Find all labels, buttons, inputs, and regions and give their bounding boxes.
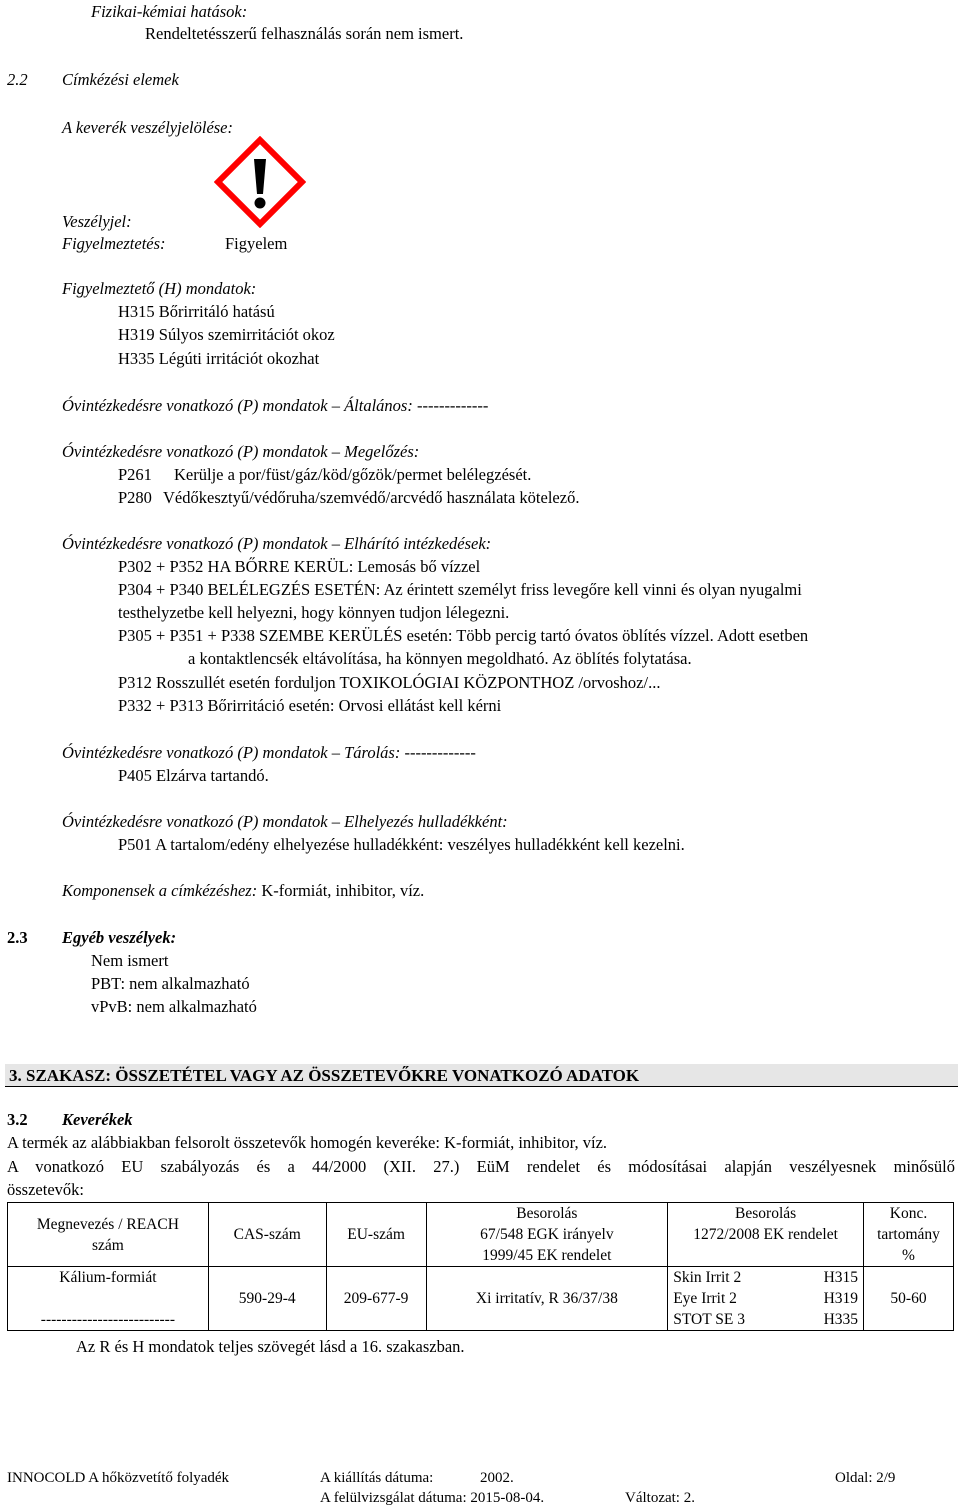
section-3-header [5, 1064, 958, 1087]
header-class-new-line: Besorolás [735, 1205, 797, 1222]
signal-word-label: Figyelmeztetés: [62, 234, 166, 253]
section-2-3-number: 2.3 [7, 928, 28, 947]
component-name: Kálium-formiát [59, 1269, 157, 1286]
regulation-line-2: összetevők: [7, 1180, 84, 1199]
cell-name [8, 1267, 209, 1331]
p304-text-line2: testhelyzetbe kell helyezni, hogy könnyen tudjon lélegezni. [118, 603, 510, 622]
p280-text: Védőkesztyű/védőruha/szemvédő/arcvédő használata kötelező. [163, 488, 580, 507]
header-class-old-line: 1999/45 EK rendelet [482, 1247, 612, 1264]
footer-product: INNOCOLD A hőközvetítő folyadék [7, 1470, 230, 1486]
p405-text: P405 Elzárva tartandó. [118, 766, 269, 785]
footer-revision: A felülvizsgálat dátuma: 2015-08-04. [320, 1490, 545, 1506]
p261-text: Kerülje a por/füst/gáz/köd/gőzök/permet belélegzését. [174, 465, 532, 484]
footer-issue-label: A kiállítás dátuma: [320, 1470, 434, 1486]
p305-text-line1: P305 + P351 + P338 SZEMBE KERÜLÉS esetén: Több percig tartó óvatos öblítés vízzel. Adott esetben [118, 626, 809, 645]
composition-table [7, 1202, 954, 1331]
cell-cas: 590-29-4 [208, 1267, 326, 1331]
header-class-old [426, 1203, 668, 1267]
hazard-statement-code: H315 [823, 1269, 859, 1286]
class-new-line [671, 1267, 860, 1288]
header-eu: EU-szám [326, 1203, 426, 1267]
components-value: K-formiát, inhibitor, víz. [257, 881, 425, 900]
p-disposal-title: Óvintézkedésre vonatkozó (P) mondatok – Elhelyezés hulladékként: [62, 812, 508, 831]
class-new-line [671, 1309, 860, 1330]
header-cas: CAS-szám [208, 1203, 326, 1267]
p501-text: P501 A tartalom/edény elhelyezése hulladékként: veszélyes hulladékként kell kezelni. [118, 835, 685, 854]
pictogram-label: Veszélyjel: [62, 212, 132, 231]
physchem-value: Rendeltetésszerű felhasználás során nem ismert. [145, 24, 464, 43]
cell-eu: 209-677-9 [326, 1267, 426, 1331]
hazard-statement-code: H335 [823, 1311, 859, 1328]
cell-concentration: 50-60 [864, 1267, 954, 1331]
ghs-exclamation-icon [214, 136, 306, 228]
header-name [8, 1203, 209, 1267]
p261-code: P261 [118, 465, 152, 484]
p280-code: P280 [118, 488, 152, 507]
p302-text: P302 + P352 HA BŐRRE KERÜL: Lemosás bő vízzel [118, 557, 481, 576]
hazard-category: Eye Irrit 2 [673, 1290, 737, 1307]
header-class-new [668, 1203, 864, 1267]
hazard-category: Skin Irrit 2 [673, 1269, 742, 1286]
hazard-category: STOT SE 3 [673, 1311, 745, 1328]
header-class-old-line: Besorolás [516, 1205, 578, 1222]
table-note: Az R és H mondatok teljes szövegét lásd a 16. szakaszban. [76, 1337, 465, 1356]
section-2-2-number: 2.2 [7, 70, 28, 89]
mixture-label: A keverék veszélyjelölése: [62, 118, 234, 137]
p-storage-title: Óvintézkedésre vonatkozó (P) mondatok – Tárolás: ------------- [62, 743, 476, 762]
header-name-line: Megnevezés / REACH [36, 1215, 179, 1233]
section-3-title: 3. SZAKASZ: ÖSSZETÉTEL VAGY AZ ÖSSZETEVŐKRE VONATKOZÓ ADATOK [9, 1066, 640, 1085]
h-statement: H319 Súlyos szemirritációt okoz [118, 325, 335, 344]
p312-text: P312 Rosszullét esetén forduljon TOXIKOLÓGIAI KÖZPONTHOZ /orvoshoz/... [118, 673, 661, 692]
component-reach: -------------------------- [40, 1311, 175, 1328]
p305-text-line2: a kontaktlencsék eltávolítása, ha könnyen megoldható. Az öblítés folytatása. [188, 649, 692, 668]
regulation-line-1: A vonatkozó EU szabályozás és a 44/2000 (XII. 27.) EüM rendelet és módosításai alapján veszélyesnek minősülő [7, 1157, 955, 1176]
table-header-row [8, 1203, 954, 1267]
section-2-3-title: Egyéb veszélyek: [62, 928, 177, 947]
section-3-2-number: 3.2 [7, 1110, 28, 1129]
cell-class-new [668, 1267, 864, 1331]
h-statements-title: Figyelmeztető (H) mondatok: [62, 279, 257, 298]
physchem-label: Fizikai-kémiai hatások: [91, 2, 248, 21]
cell-class-old: Xi irritatív, R 36/37/38 [426, 1267, 668, 1331]
class-new-line [671, 1288, 860, 1309]
other-hazard-line: PBT: nem alkalmazható [91, 974, 250, 993]
p-prevention-title: Óvintézkedésre vonatkozó (P) mondatok – Megelőzés: [62, 442, 420, 461]
p-general: Óvintézkedésre vonatkozó (P) mondatok – Általános: ------------- [62, 396, 489, 415]
footer-version: Változat: 2. [625, 1490, 695, 1506]
header-name-line: szám [91, 1236, 124, 1254]
section-3-2-title: Keverékek [62, 1110, 133, 1129]
footer-issue-value: 2002. [480, 1470, 514, 1486]
mixture-intro: A termék az alábbiakban felsorolt összetevők homogén keveréke: K-formiát, inhibitor, víz. [7, 1133, 608, 1152]
other-hazard-line: Nem ismert [91, 951, 169, 970]
p304-text-line1: P304 + P340 BELÉLEGZÉS ESETÉN: Az érintett személyt friss levegőre kell vinni és olyan nyugalmi [118, 580, 802, 599]
footer-page: Oldal: 2/9 [835, 1470, 896, 1486]
components-line [62, 881, 424, 901]
header-conc-line: Konc. [889, 1205, 928, 1222]
header-class-old-line: 67/548 EGK irányelv [480, 1226, 614, 1243]
header-conc-line: % [902, 1247, 915, 1264]
components-label: Komponensek a címkézéshez: [62, 881, 258, 900]
header-concentration [864, 1203, 954, 1267]
h-statement: H315 Bőrirritáló hatású [118, 302, 275, 321]
p-response-title: Óvintézkedésre vonatkozó (P) mondatok – Elhárító intézkedések: [62, 534, 492, 553]
signal-word-value: Figyelem [225, 234, 288, 253]
table-row [8, 1267, 954, 1331]
section-2-2-title: Címkézési elemek [62, 70, 179, 89]
p332-text: P332 + P313 Bőrirritáció esetén: Orvosi ellátást kell kérni [118, 696, 502, 715]
header-class-new-line: 1272/2008 EK rendelet [693, 1226, 838, 1243]
other-hazard-line: vPvB: nem alkalmazható [91, 997, 257, 1016]
hazard-statement-code: H319 [823, 1290, 859, 1307]
header-conc-line: tartomány [877, 1226, 940, 1243]
h-statement: H335 Légúti irritációt okozhat [118, 349, 320, 368]
